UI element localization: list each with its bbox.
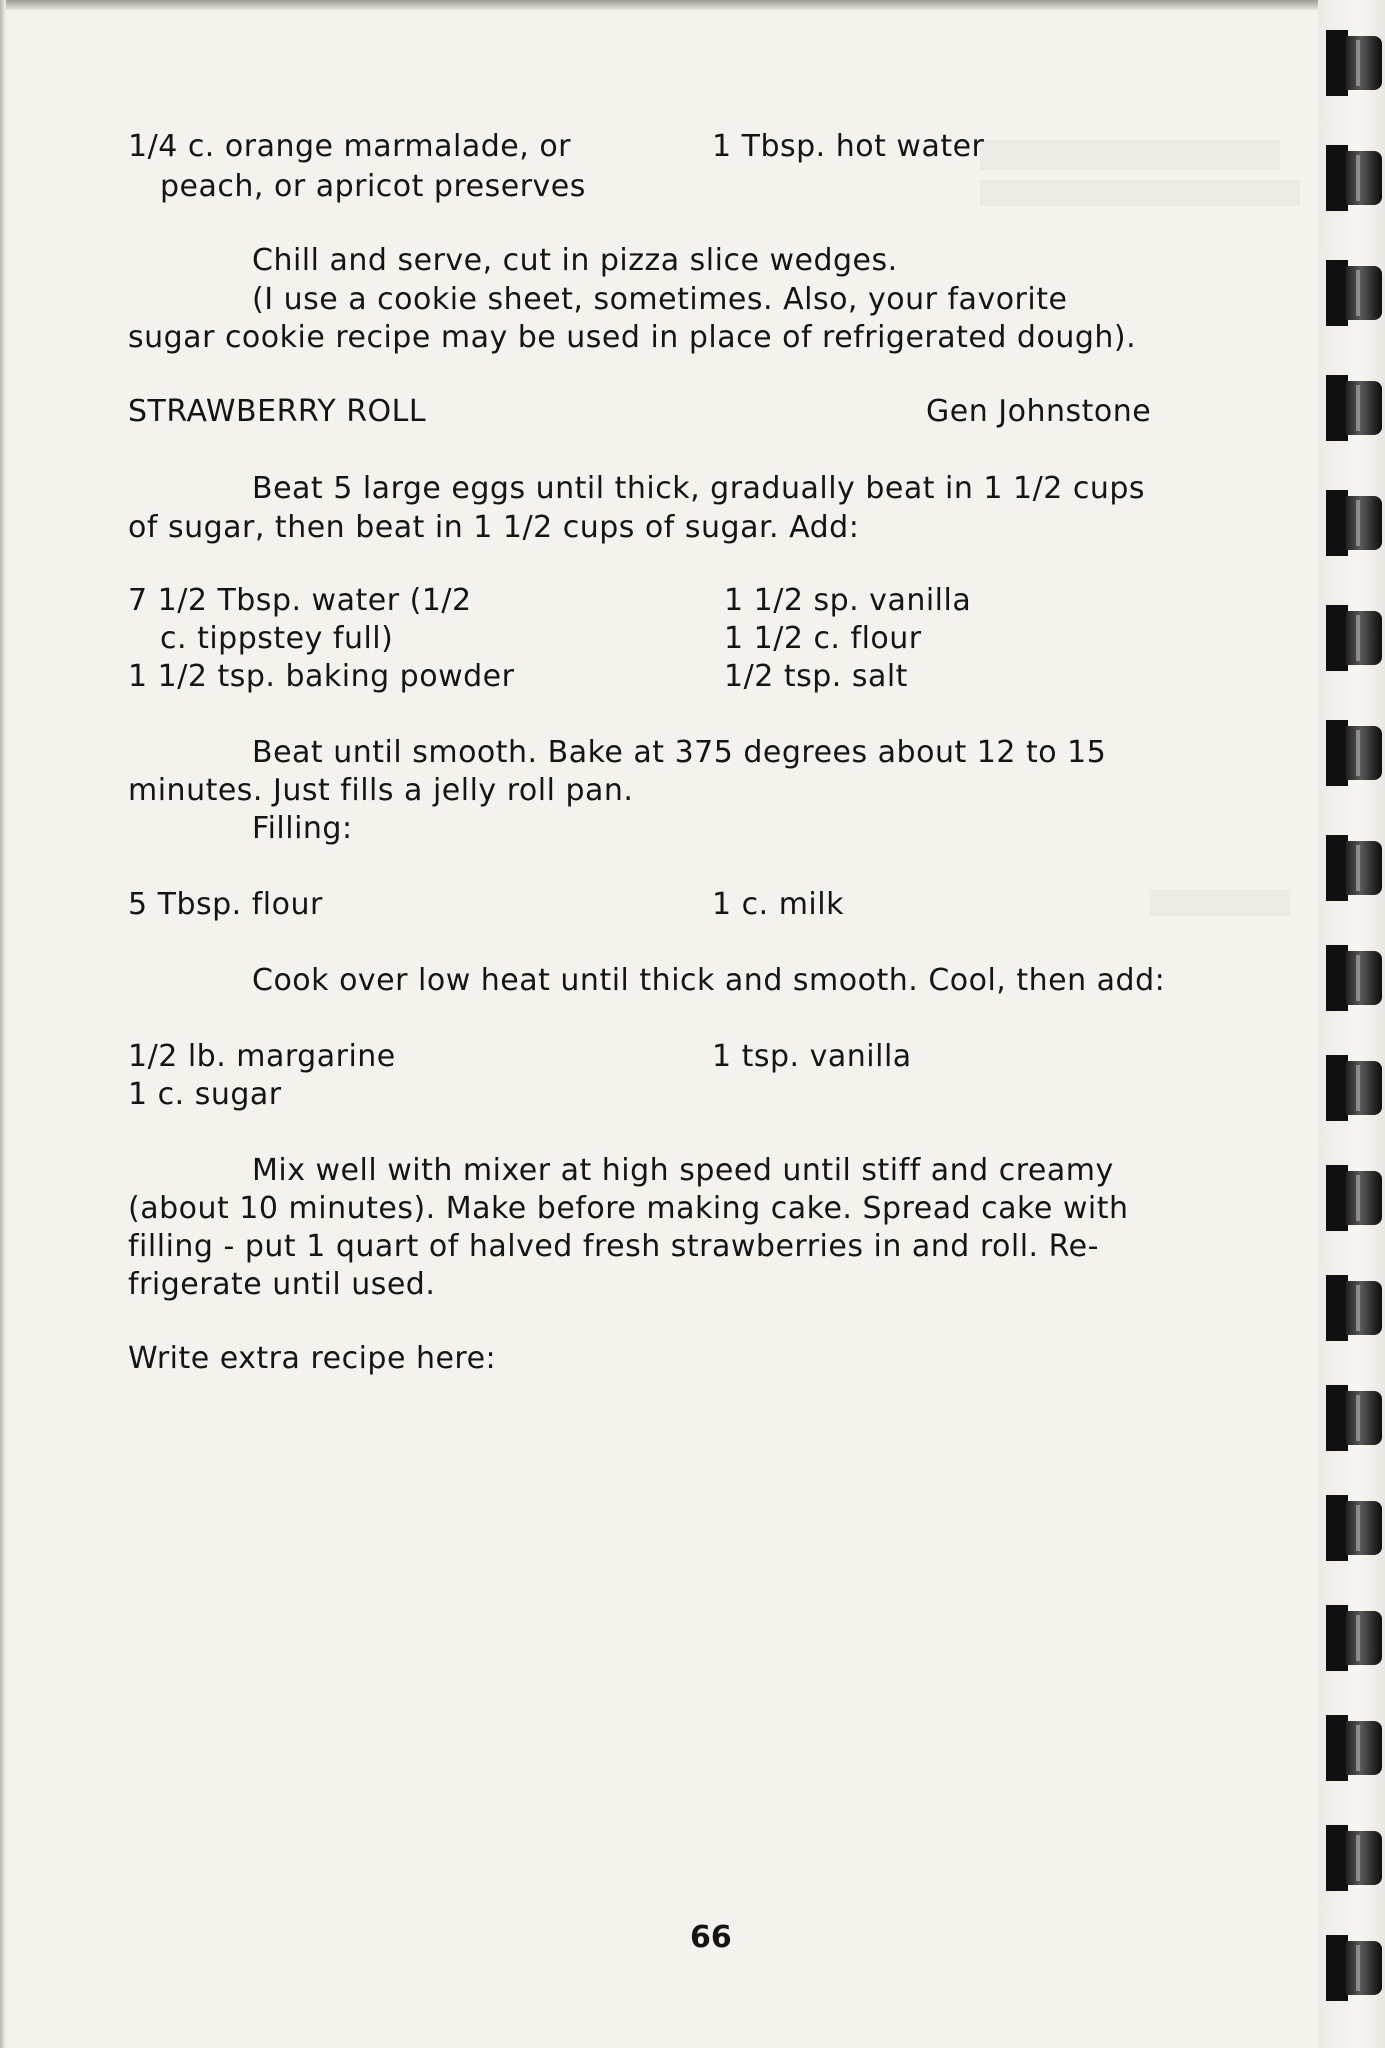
ingredient: 1 1/2 tsp. baking powder (128, 659, 515, 694)
text-line: minutes. Just fills a jelly roll pan. (128, 773, 634, 808)
text-line: Chill and serve, cut in pizza slice wedges. (252, 243, 898, 278)
binding-ring (1326, 1935, 1382, 2001)
page-left-edge (0, 0, 6, 2048)
bleed-through (980, 180, 1300, 206)
text-line: Mix well with mixer at high speed until stiff and creamy (252, 1153, 1114, 1188)
binding-ring (1326, 145, 1382, 211)
ingredient: 1 c. milk (712, 887, 844, 922)
ingredient: 5 Tbsp. flour (128, 887, 323, 922)
text-line: (about 10 minutes). Make before making cake. Spread cake with (128, 1191, 1129, 1226)
binding-ring (1326, 375, 1382, 441)
binding-ring (1326, 605, 1382, 671)
text-line: Beat until smooth. Bake at 375 degrees about 12 to 15 (252, 735, 1107, 770)
page-top-edge (0, 0, 1385, 10)
binding-ring (1326, 720, 1382, 786)
write-extra-label: Write extra recipe here: (128, 1341, 497, 1376)
text-line: 1/4 c. orange marmalade, or (128, 129, 572, 164)
text-line: Cook over low heat until thick and smooth. Cool, then add: (252, 963, 1166, 998)
filling-heading: Filling: (252, 811, 353, 846)
binding-ring (1326, 835, 1382, 901)
text-line: (I use a cookie sheet, sometimes. Also, your favorite (252, 282, 1068, 317)
ingredient: 1 1/2 c. flour (724, 621, 922, 656)
text-line: of sugar, then beat in 1 1/2 cups of sugar. Add: (128, 510, 860, 545)
text-line: frigerate until used. (128, 1267, 436, 1302)
binding-ring (1326, 1715, 1382, 1781)
ingredient: 1 c. sugar (128, 1077, 282, 1112)
binding-ring (1326, 1825, 1382, 1891)
binding-ring (1326, 490, 1382, 556)
ingredient: 1/2 tsp. salt (724, 659, 908, 694)
binding-ring (1326, 1495, 1382, 1561)
binding-ring (1326, 1055, 1382, 1121)
text-line: Beat 5 large eggs until thick, gradually beat in 1 1/2 cups (252, 471, 1146, 506)
recipe-author: Gen Johnstone (926, 394, 1152, 429)
ingredient: 1/2 lb. margarine (128, 1039, 396, 1074)
binding-ring (1326, 1165, 1382, 1231)
binding-ring (1326, 1275, 1382, 1341)
bleed-through (1150, 890, 1290, 916)
ingredient: 1 tsp. vanilla (712, 1039, 912, 1074)
ingredient: 7 1/2 Tbsp. water (1/2 (128, 583, 472, 618)
binding-ring (1326, 1385, 1382, 1451)
ingredient: c. tippstey full) (160, 621, 394, 656)
recipe-title: STRAWBERRY ROLL (128, 394, 427, 429)
bleed-through (980, 140, 1280, 170)
binding-ring (1326, 945, 1382, 1011)
binding-ring (1326, 1605, 1382, 1671)
text-line: filling - put 1 quart of halved fresh strawberries in and roll. Re- (128, 1229, 1099, 1264)
binding-ring (1326, 260, 1382, 326)
ingredient: 1 1/2 sp. vanilla (724, 583, 972, 618)
text-line: peach, or apricot preserves (160, 169, 586, 204)
text-line: 1 Tbsp. hot water (712, 129, 985, 164)
page-number: 66 (690, 1920, 732, 1955)
text-line: sugar cookie recipe may be used in place of refrigerated dough). (128, 320, 1137, 355)
binding-ring (1326, 30, 1382, 96)
